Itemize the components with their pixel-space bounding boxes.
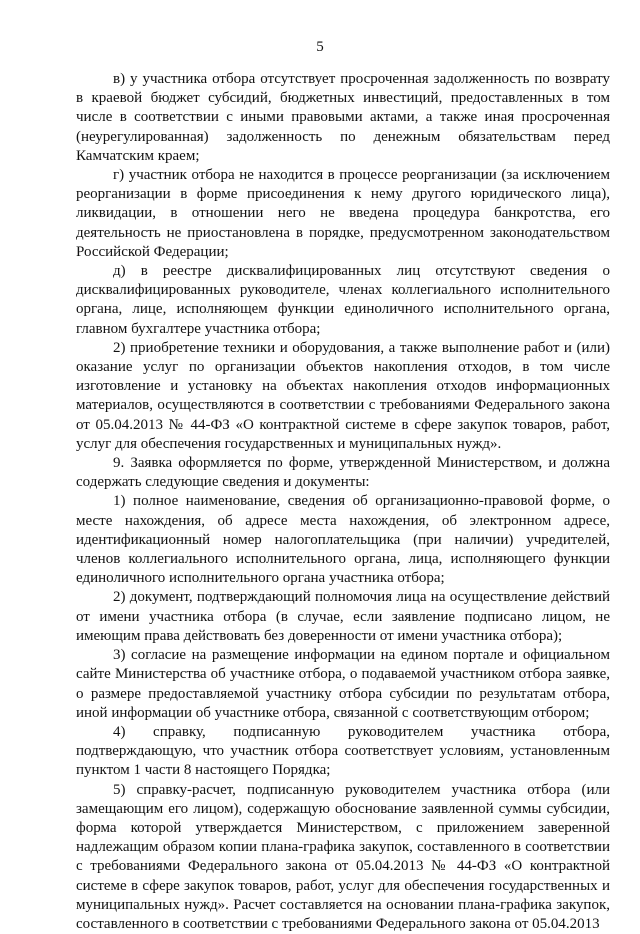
paragraph-9-application-contents: 9. Заявка оформляется по форме, утвержденной Министерством, и должна содержать следующие сведения и документы: bbox=[76, 455, 610, 491]
paragraph-2-procurement-requirements: 2) приобретение техники и оборудования, а также выполнение работ и (или) оказание услуг по организации объектов накопления отходов, в том числе изготовление и установку на объектах накопления отходов информационных материалов, осуществляются в соответствии с требованиями Федерального закона от 05.04.2013 № 44-ФЗ «О контрактной системе в сфере закупок товаров, работ, услуг для обеспечения государственных и муниципальных нужд». bbox=[76, 339, 610, 452]
paragraph-g-no-reorganization: г) участник отбора не находится в процессе реорганизации (за исключением реорганизации в форме присоединения к нему другого юридического лица), ликвидации, в отношении него не введена процедура банкротства, его деятельность не приостановлена в порядке, предусмотренном законодательством Российской Федерации; bbox=[76, 167, 610, 260]
paragraph-v-no-overdue-debt: в) у участника отбора отсутствует просроченная задолженность по возврату в краевой бюджет субсидий, бюджетных инвестиций, предоставленных в том числе в соответствии с иными правовыми актами, а также иная просроченная (неурегулированная) задолженность по денежным обязательствам перед Камчатским краем; bbox=[76, 71, 610, 164]
paragraph-3-consent-to-publish: 3) согласие на размещение информации на едином портале и официальном сайте Министерства об участнике отбора, о подаваемой участником отбора заявке, о размере предоставляемой участнику отбора субсидии по результатам отбора, иной информации об участнике отбора, связанной с соответствующим отбором; bbox=[76, 647, 610, 721]
document-body bbox=[76, 70, 610, 934]
paragraph-5-calculation-certificate: 5) справку-расчет, подписанную руководителем участника отбора (или замещающим его лицом), содержащую обоснование заявленной суммы субсидии, форма которой утверждается Министерством, с приложением заверенной надлежащим образом копии плана-графика закупок, составленного в соответствии с требованиями Федерального закона от 05.04.2013 № 44-ФЗ «О контрактной системе в сфере закупок товаров, работ, услуг для обеспечения государственных и муниципальных нужд». Расчет составляется на основании плана-графика закупок, составленного в соответствии с требованиями Федерального закона от 05.04.2013 bbox=[76, 781, 610, 932]
paragraph-1-full-name-details: 1) полное наименование, сведения об организационно-правовой форме, о месте нахождения, об адресе места нахождения, об электронном адресе, идентификационный номер налогоплательщика (при наличии) учредителей, членов коллегиального исполнительного органа, лица, исполняющего функции единоличного исполнительного органа участника отбора; bbox=[76, 493, 610, 587]
paragraph-4-compliance-certificate: 4) справку, подписанную руководителем участника отбора, подтверждающую, что участник отбора соответствует условиям, установленным пунктом 1 части 8 настоящего Порядка; bbox=[76, 723, 610, 779]
paragraph-d-no-disqualified-persons: д) в реестре дисквалифицированных лиц отсутствуют сведения о дисквалифицированных руководителе, членах коллегиального исполнительного органа, лице, исполняющем функции единоличного исполнительного органа, главном бухгалтере участника отбора; bbox=[76, 263, 610, 337]
paragraph-2-authority-document: 2) документ, подтверждающий полномочия лица на осуществление действий от имени участника отбора (в случае, если заявление подписано лицом, не имеющим права действовать без доверенности от имени участника отбора); bbox=[76, 589, 610, 644]
page-number: 5 bbox=[316, 39, 324, 55]
